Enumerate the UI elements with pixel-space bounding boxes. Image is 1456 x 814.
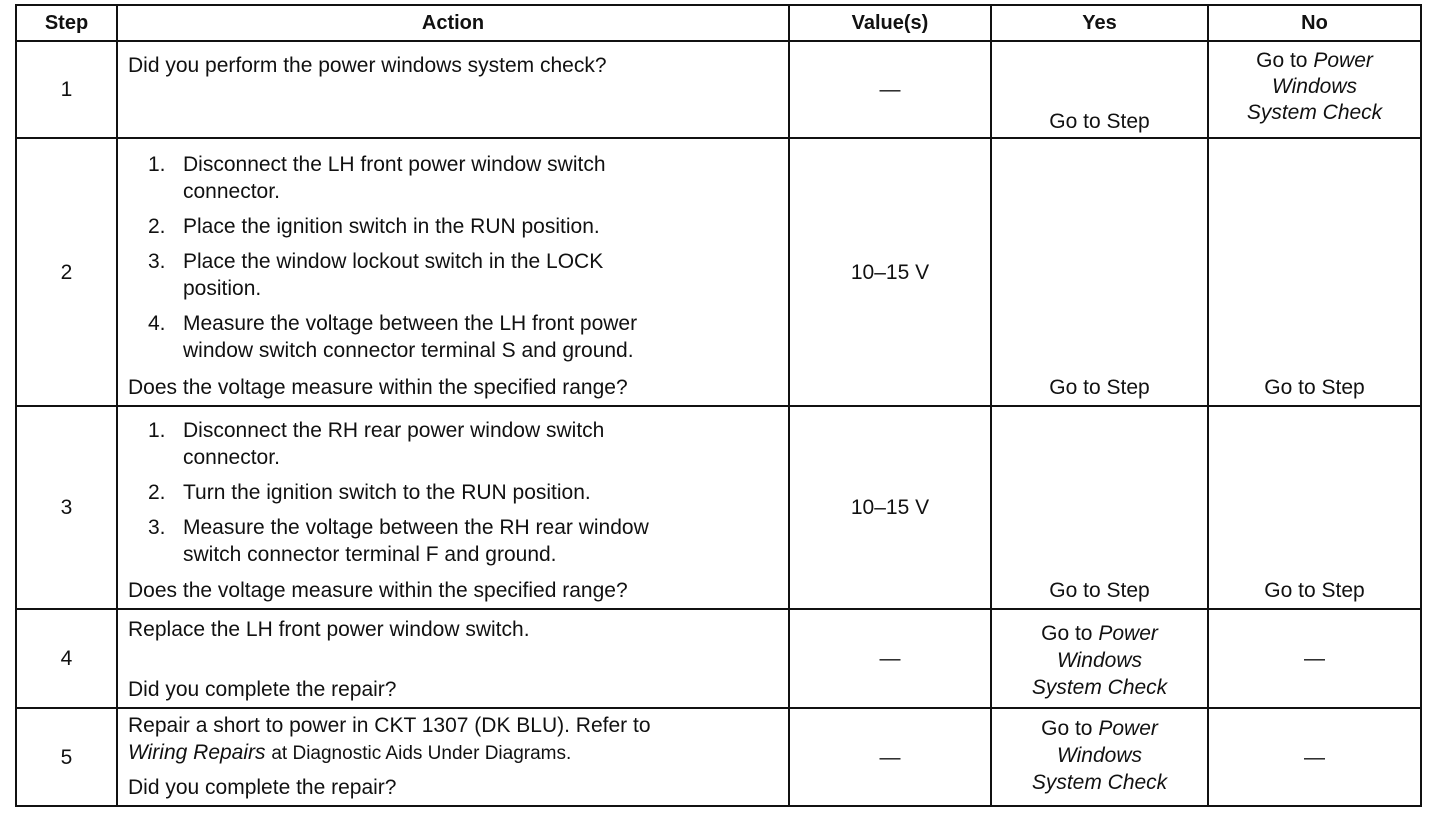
- step-number: 2: [16, 138, 117, 406]
- action-text: Replace the LH front power window switch.: [128, 618, 530, 641]
- list-item: 3. Place the window lockout switch in the LOCK position.: [148, 250, 604, 300]
- header-yes: Yes: [991, 5, 1208, 41]
- action-cell: [117, 708, 789, 806]
- list-item: 4. Measure the voltage between the LH front power window switch connector terminal S and ground.: [148, 312, 638, 362]
- table-row: [16, 41, 1421, 138]
- no-italic-2: Windows: [1271, 75, 1357, 98]
- yes-prefix: Go to: [1041, 622, 1093, 645]
- no-text: Go to Step: [1264, 376, 1365, 399]
- yes-cell: [991, 138, 1208, 406]
- action-ref: Wiring Repairs at Diagnostic Aids Under Diagrams.: [128, 741, 572, 764]
- value-cell: —: [789, 708, 991, 806]
- yes-italic-1: Power: [1098, 717, 1158, 740]
- value-cell: —: [789, 609, 991, 708]
- table-row: [16, 609, 1421, 708]
- header-row: [16, 5, 1421, 41]
- action-cell: [117, 41, 789, 138]
- header-no: No: [1208, 5, 1421, 41]
- action-cell: [117, 138, 789, 406]
- yes-cell: [991, 609, 1208, 708]
- diagnostic-table: [15, 4, 1422, 807]
- header-step: Step: [16, 5, 117, 41]
- yes-cell: [991, 708, 1208, 806]
- no-text: Go to Step: [1264, 579, 1365, 602]
- wiring-repairs-ref: Wiring Repairs: [128, 741, 266, 764]
- yes-cell: [991, 41, 1208, 138]
- yes-prefix: Go to: [1041, 717, 1093, 740]
- yes-italic-1: Power: [1098, 622, 1158, 645]
- action-question: Does the voltage measure within the specified range?: [128, 579, 628, 602]
- yes-italic-3: System Check: [1031, 771, 1168, 794]
- list-item: 3. Measure the voltage between the RH rear window switch connector terminal F and ground.: [148, 516, 649, 566]
- action-steps: [128, 139, 778, 364]
- yes-text: Go to Step: [1049, 110, 1150, 133]
- no-cell: —: [1208, 708, 1421, 806]
- header-values: Value(s): [789, 5, 991, 41]
- no-cell: [1208, 406, 1421, 609]
- no-cell: [1208, 138, 1421, 406]
- action-text: Repair a short to power in CKT 1307 (DK BLU). Refer to: [128, 714, 651, 737]
- table-row: [16, 708, 1421, 806]
- action-steps: [128, 407, 778, 568]
- no-prefix: Go to: [1256, 49, 1308, 72]
- action-question: Did you perform the power windows system check?: [128, 54, 607, 77]
- action-cell: [117, 406, 789, 609]
- list-item: 2. Turn the ignition switch to the RUN position.: [148, 481, 591, 504]
- step-number: 5: [16, 708, 117, 806]
- table-row: [16, 138, 1421, 406]
- table-row: [16, 406, 1421, 609]
- action-cell: [117, 609, 789, 708]
- list-item: 1. Disconnect the RH rear power window switch connector.: [148, 419, 605, 469]
- no-cell: [1208, 41, 1421, 138]
- action-question: Did you complete the repair?: [128, 776, 397, 799]
- step-number: 1: [16, 41, 117, 138]
- header-action: Action: [117, 5, 789, 41]
- yes-italic-2: Windows: [1056, 649, 1142, 672]
- yes-cell: [991, 406, 1208, 609]
- yes-italic-3: System Check: [1031, 676, 1168, 699]
- value-cell: —: [789, 41, 991, 138]
- value-cell: 10–15 V: [789, 138, 991, 406]
- value-cell: 10–15 V: [789, 406, 991, 609]
- no-italic-1: Power: [1313, 49, 1373, 72]
- list-item: 1. Disconnect the LH front power window switch connector.: [148, 153, 606, 203]
- action-question: Does the voltage measure within the specified range?: [128, 376, 628, 399]
- no-cell: —: [1208, 609, 1421, 708]
- step-number: 3: [16, 406, 117, 609]
- yes-text: Go to Step: [1049, 376, 1150, 399]
- list-item: 2. Place the ignition switch in the RUN position.: [148, 215, 600, 238]
- no-italic-3: System Check: [1246, 101, 1383, 124]
- action-question: Did you complete the repair?: [128, 678, 397, 701]
- yes-italic-2: Windows: [1056, 744, 1142, 767]
- step-number: 4: [16, 609, 117, 708]
- yes-text: Go to Step: [1049, 579, 1150, 602]
